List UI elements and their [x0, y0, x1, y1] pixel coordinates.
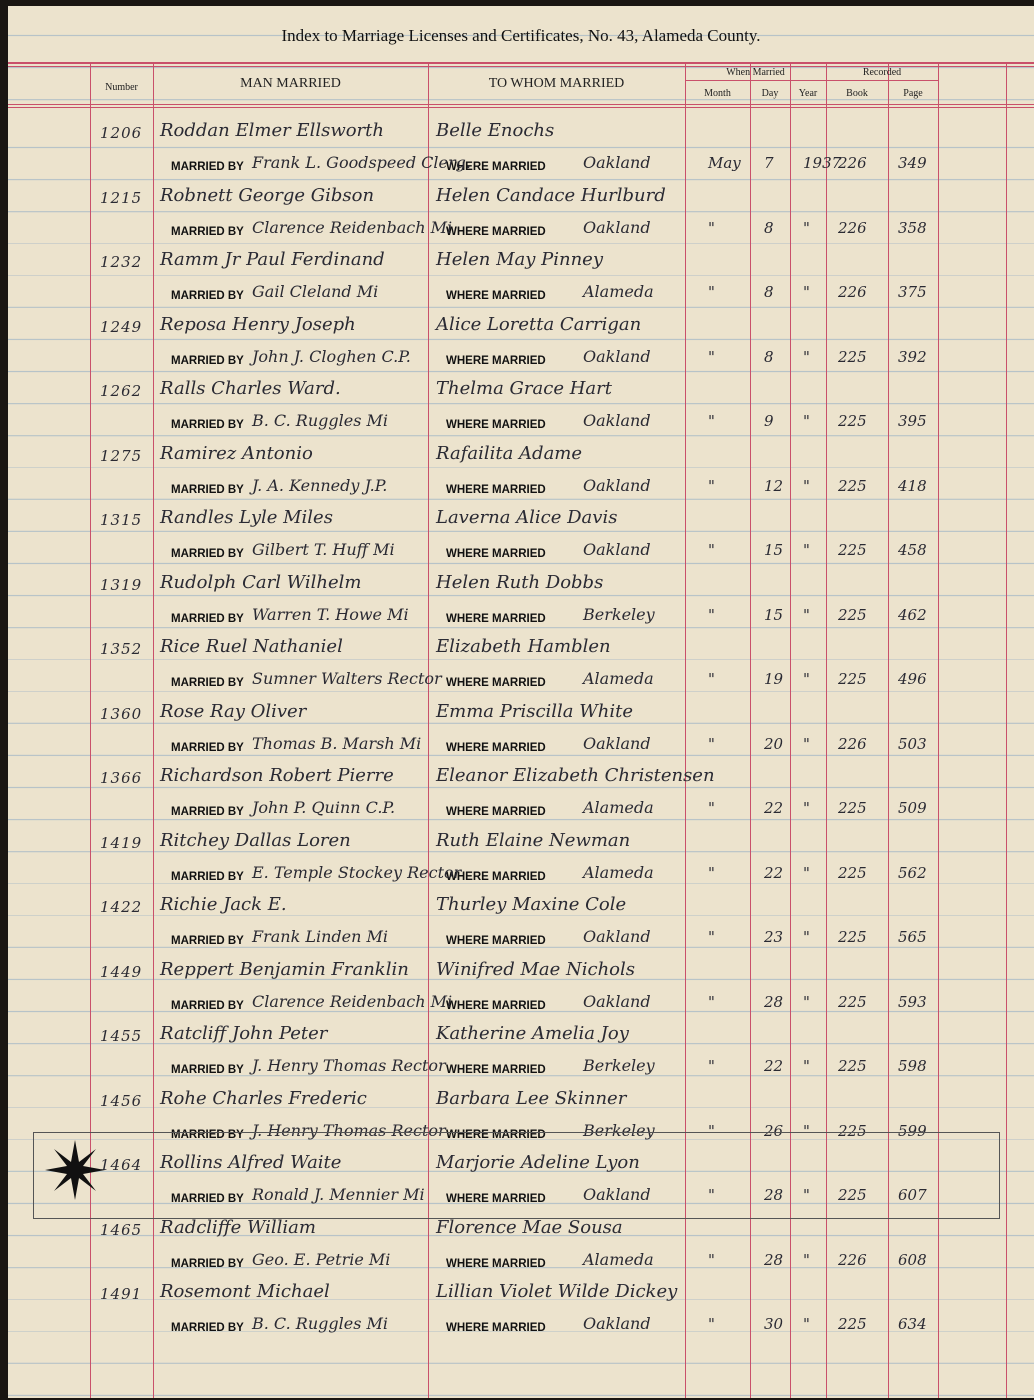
married-by-label: MARRIED BY — [171, 548, 244, 560]
entry-married-by: Gail Cleland Mi — [252, 282, 379, 301]
subheader-rule — [685, 80, 938, 81]
entry-day: 23 — [764, 928, 784, 946]
entry-where: Alameda — [583, 282, 654, 301]
entry-where: Oakland — [583, 540, 651, 559]
entry-book: 226 — [838, 734, 867, 753]
header-bottom-rule-thin — [8, 107, 1034, 108]
entry-month: " — [708, 1186, 715, 1204]
entry-married-by: E. Temple Stockey Rector — [252, 862, 462, 882]
where-married-label: WHERE MARRIED — [446, 354, 546, 367]
where-married-label: WHERE MARRIED — [446, 1193, 546, 1205]
married-by-label: MARRIED BY — [171, 354, 244, 367]
where-married-label: WHERE MARRIED — [446, 806, 546, 818]
entry-page: 598 — [898, 1057, 927, 1075]
entry-where: Alameda — [583, 862, 654, 882]
entry-wife: Helen Candace Hurlburd — [436, 184, 666, 206]
entry-day: 20 — [764, 734, 784, 753]
entry-where: Oakland — [583, 217, 651, 237]
entry-number: 1456 — [100, 1091, 143, 1110]
married-by-label: MARRIED BY — [171, 806, 244, 818]
entry-where: Alameda — [583, 669, 654, 688]
entry-book: 225 — [838, 992, 867, 1011]
highlight-box[interactable] — [33, 1132, 1000, 1219]
entry-where: Alameda — [583, 798, 654, 817]
entry-year: 1937 — [803, 154, 842, 172]
header-bottom-rule — [8, 104, 1034, 105]
entry-book: 225 — [838, 476, 867, 495]
entry-man: Rosemont Michael — [160, 1281, 330, 1302]
where-married-label: WHERE MARRIED — [446, 1257, 546, 1270]
where-married-label: WHERE MARRIED — [446, 1322, 546, 1334]
married-by-label: MARRIED BY — [171, 1257, 244, 1270]
col-rule-margin — [1006, 64, 1007, 1398]
entry-book: 225 — [838, 541, 867, 559]
entry-month: " — [708, 1250, 715, 1269]
married-by-label: MARRIED BY — [171, 1128, 244, 1141]
entry-year: " — [803, 992, 810, 1011]
entry-number: 1206 — [100, 124, 143, 142]
entry-married-by: Clarence Reidenbach Mi — [252, 217, 453, 237]
entry-day: 9 — [764, 412, 774, 430]
married-by-label: MARRIED BY — [171, 483, 244, 496]
entry-day: 22 — [764, 799, 784, 817]
entry-wife: Barbara Lee Skinner — [436, 1087, 627, 1109]
entry-married-by: J. A. Kennedy J.P. — [252, 475, 388, 495]
married-by-label: MARRIED BY — [171, 999, 244, 1012]
entry-day: 7 — [764, 154, 774, 172]
entry-wife: Marjorie Adeline Lyon — [436, 1152, 640, 1173]
where-married-label: WHERE MARRIED — [446, 935, 546, 947]
entry-day: 8 — [764, 218, 774, 237]
married-by-label: MARRIED BY — [171, 1064, 244, 1076]
entry-day: 15 — [764, 541, 784, 559]
entry-book: 225 — [838, 928, 867, 946]
entry-wife: Katherine Amelia Joy — [436, 1023, 629, 1044]
entry-year: " — [803, 283, 810, 301]
entry-page: 565 — [898, 928, 927, 946]
entry-page: 562 — [898, 863, 927, 882]
entry-wife: Ruth Elaine Newman — [436, 829, 631, 851]
entry-year: " — [803, 347, 810, 366]
entry-month: " — [708, 476, 715, 495]
entry-day: 22 — [764, 863, 784, 882]
entry-book: 226 — [838, 154, 867, 172]
entry-page: 358 — [898, 218, 927, 237]
married-by-label: MARRIED BY — [171, 741, 244, 754]
entry-man: Reposa Henry Joseph — [160, 313, 356, 335]
entry-where: Oakland — [583, 475, 651, 495]
entry-page: 607 — [898, 1186, 927, 1204]
entry-page: 599 — [898, 1121, 927, 1140]
entry-number: 1315 — [100, 511, 143, 529]
entry-book: 225 — [838, 863, 867, 882]
entry-man: Ratcliff John Peter — [160, 1023, 328, 1044]
entry-number: 1215 — [100, 188, 143, 207]
ledger-page — [8, 6, 1034, 1398]
entry-book: 226 — [838, 1250, 867, 1269]
entry-man: Ramm Jr Paul Ferdinand — [160, 249, 385, 270]
married-by-label: MARRIED BY — [171, 677, 244, 689]
entry-year: " — [803, 605, 810, 624]
entry-wife: Alice Loretta Carrigan — [436, 313, 642, 335]
entry-month: " — [708, 863, 715, 882]
entry-day: 28 — [764, 1186, 784, 1204]
header-page: Page — [903, 88, 923, 99]
married-by-label: MARRIED BY — [171, 225, 244, 238]
entry-day: 8 — [764, 347, 774, 366]
entry-wife: Florence Mae Sousa — [436, 1216, 623, 1238]
entry-page: 462 — [898, 605, 927, 624]
entry-page: 392 — [898, 347, 927, 366]
entry-day: 26 — [764, 1121, 784, 1140]
entry-married-by: J. Henry Thomas Rector — [252, 1056, 446, 1075]
entry-man: Richie Jack E. — [160, 894, 287, 915]
where-married-label: WHERE MARRIED — [446, 483, 546, 496]
entry-number: 1319 — [100, 575, 143, 594]
entry-where: Oakland — [583, 1185, 651, 1204]
entry-month: May — [708, 154, 741, 172]
entry-man: Rudolph Carl Wilhelm — [160, 571, 362, 593]
entry-month: " — [708, 992, 715, 1011]
entry-day: 30 — [764, 1315, 784, 1333]
entry-where: Oakland — [583, 346, 651, 366]
entry-wife: Laverna Alice Davis — [436, 507, 618, 528]
entry-man: Rohe Charles Frederic — [160, 1087, 367, 1109]
entry-married-by: B. C. Ruggles Mi — [252, 1314, 388, 1333]
entry-month: " — [708, 283, 715, 301]
where-married-label: WHERE MARRIED — [446, 999, 546, 1012]
entry-book: 225 — [838, 799, 867, 817]
entry-where: Alameda — [583, 1249, 654, 1269]
entry-year: " — [803, 1315, 810, 1333]
entry-number: 1232 — [100, 253, 143, 271]
entry-wife: Eleanor Elizabeth Christensen — [436, 765, 715, 786]
entry-man: Rose Ray Oliver — [160, 700, 307, 722]
entry-man: Rice Ruel Nathaniel — [160, 636, 343, 657]
entry-page: 418 — [898, 476, 927, 495]
header-to-whom-married: TO WHOM MARRIED — [488, 76, 625, 91]
entry-book: 225 — [838, 1186, 867, 1204]
entry-month: " — [708, 1057, 715, 1075]
entry-man: Reppert Benjamin Franklin — [160, 958, 409, 980]
entry-wife: Helen Ruth Dobbs — [436, 571, 604, 593]
entry-man: Ramirez Antonio — [160, 442, 313, 464]
married-by-label: MARRIED BY — [171, 870, 244, 883]
entry-number: 1262 — [100, 382, 143, 400]
entry-number: 1465 — [100, 1220, 143, 1239]
entry-where: Oakland — [583, 991, 651, 1011]
where-married-label: WHERE MARRIED — [446, 225, 546, 238]
entry-year: " — [803, 1186, 810, 1204]
entry-married-by: Frank L. Goodspeed Clerg. — [252, 153, 471, 172]
entry-number: 1275 — [100, 446, 143, 465]
entry-wife: Thelma Grace Hart — [436, 378, 612, 399]
entry-where: Oakland — [583, 733, 651, 753]
entry-married-by: John P. Quinn C.P. — [252, 798, 396, 817]
entry-number: 1464 — [100, 1156, 143, 1174]
entry-year: " — [803, 218, 810, 237]
entry-wife: Lillian Violet Wilde Dickey — [436, 1281, 678, 1302]
entry-where: Oakland — [583, 927, 651, 946]
header-man-married: MAN MARRIED — [240, 76, 341, 91]
entry-book: 225 — [838, 412, 867, 430]
entry-page: 349 — [898, 154, 927, 172]
entry-number: 1491 — [100, 1285, 143, 1303]
entry-month: " — [708, 347, 715, 366]
entry-married-by: Warren T. Howe Mi — [252, 604, 409, 624]
entry-married-by: John J. Cloghen C.P. — [252, 346, 411, 366]
entry-book: 225 — [838, 1057, 867, 1075]
entry-number: 1352 — [100, 640, 143, 658]
entry-book: 225 — [838, 605, 867, 624]
entry-year: " — [803, 1121, 810, 1140]
entry-year: " — [803, 670, 810, 688]
entry-man: Robnett George Gibson — [160, 184, 375, 206]
entry-day: 22 — [764, 1057, 784, 1075]
entry-month: " — [708, 218, 715, 237]
entry-day: 8 — [764, 283, 774, 301]
entry-where: Berkeley — [583, 1120, 655, 1140]
entry-month: " — [708, 412, 715, 430]
entry-day: 12 — [764, 476, 784, 495]
entry-month: " — [708, 605, 715, 624]
entry-number: 1360 — [100, 704, 143, 723]
entry-book: 225 — [838, 347, 867, 366]
entry-wife: Emma Priscilla White — [436, 700, 633, 722]
entry-book: 226 — [838, 218, 867, 237]
entry-married-by: Thomas B. Marsh Mi — [252, 733, 422, 753]
entry-number: 1366 — [100, 769, 143, 787]
entry-number: 1422 — [100, 898, 143, 916]
entry-month: " — [708, 734, 715, 753]
entry-wife: Thurley Maxine Cole — [436, 894, 627, 915]
entry-number: 1249 — [100, 317, 143, 336]
entry-day: 15 — [764, 605, 784, 624]
entry-year: " — [803, 541, 810, 559]
married-by-label: MARRIED BY — [171, 290, 244, 302]
entry-year: " — [803, 1250, 810, 1269]
entry-married-by: Clarence Reidenbach Mi — [252, 991, 453, 1011]
entry-year: " — [803, 928, 810, 946]
entry-year: " — [803, 476, 810, 495]
entry-wife: Belle Enochs — [436, 120, 555, 141]
page-title: Index to Marriage Licenses and Certificates, No. 43, Alameda County. — [281, 26, 761, 45]
entry-book: 225 — [838, 1121, 867, 1140]
entry-man: Roddan Elmer Ellsworth — [160, 120, 384, 141]
header-day: Day — [761, 88, 779, 99]
married-by-label: MARRIED BY — [171, 612, 244, 625]
where-married-label: WHERE MARRIED — [446, 161, 546, 173]
entry-day: 28 — [764, 992, 784, 1011]
entry-man: Radcliffe William — [160, 1216, 316, 1238]
entry-page: 395 — [898, 412, 927, 430]
entry-year: " — [803, 863, 810, 882]
entry-page: 496 — [898, 670, 927, 688]
header-year: Year — [798, 88, 818, 99]
entry-year: " — [803, 1057, 810, 1075]
entry-married-by: Gilbert T. Huff Mi — [252, 540, 395, 559]
entry-year: " — [803, 412, 810, 430]
entry-where: Oakland — [583, 1314, 651, 1333]
header-book: Book — [846, 88, 868, 99]
entry-where: Berkeley — [583, 604, 655, 624]
entry-number: 1455 — [100, 1027, 143, 1045]
entry-page: 608 — [898, 1250, 927, 1269]
top-red-rule — [8, 62, 1034, 64]
entry-married-by: Ronald J. Mennier Mi — [252, 1185, 425, 1204]
entry-wife: Winifred Mae Nichols — [436, 958, 636, 980]
entry-page: 593 — [898, 992, 927, 1011]
entry-where: Berkeley — [583, 1056, 655, 1075]
entry-man: Ritchey Dallas Loren — [160, 829, 351, 851]
entry-man: Ralls Charles Ward. — [160, 378, 341, 399]
where-married-label: WHERE MARRIED — [446, 677, 546, 689]
married-by-label: MARRIED BY — [171, 1193, 244, 1205]
entry-day: 28 — [764, 1250, 784, 1269]
entry-wife: Elizabeth Hamblen — [436, 636, 611, 657]
entry-man: Richardson Robert Pierre — [160, 765, 394, 786]
entry-page: 509 — [898, 799, 927, 817]
where-married-label: WHERE MARRIED — [446, 290, 546, 302]
entry-month: " — [708, 541, 715, 559]
where-married-label: WHERE MARRIED — [446, 548, 546, 560]
entry-married-by: Sumner Walters Rector — [252, 669, 442, 688]
where-married-label: WHERE MARRIED — [446, 741, 546, 754]
entry-wife: Rafailita Adame — [436, 442, 583, 464]
where-married-label: WHERE MARRIED — [446, 419, 546, 431]
married-by-label: MARRIED BY — [171, 1322, 244, 1334]
entry-month: " — [708, 1121, 715, 1140]
married-by-label: MARRIED BY — [171, 161, 244, 173]
entry-married-by: B. C. Ruggles Mi — [252, 411, 388, 430]
entry-month: " — [708, 670, 715, 688]
entry-where: Oakland — [583, 153, 651, 172]
entry-number: 1449 — [100, 962, 143, 981]
entry-married-by: Geo. E. Petrie Mi — [252, 1249, 391, 1269]
entry-month: " — [708, 799, 715, 817]
married-by-label: MARRIED BY — [171, 935, 244, 947]
entry-married-by: Frank Linden Mi — [252, 927, 389, 946]
entry-page: 375 — [898, 283, 927, 301]
entry-book: 225 — [838, 670, 867, 688]
where-married-label: WHERE MARRIED — [446, 612, 546, 625]
entry-day: 19 — [764, 670, 784, 688]
header-number: Number — [105, 82, 138, 93]
entry-man: Rollins Alfred Waite — [160, 1152, 342, 1173]
entry-page: 458 — [898, 541, 927, 559]
entry-married-by: J. Henry Thomas Rector — [252, 1120, 446, 1140]
entry-month: " — [708, 928, 715, 946]
eight-point-star-icon — [45, 1140, 105, 1200]
entry-book: 225 — [838, 1315, 867, 1333]
entry-page: 503 — [898, 734, 927, 753]
entry-wife: Helen May Pinney — [436, 249, 604, 270]
where-married-label: WHERE MARRIED — [446, 1128, 546, 1141]
where-married-label: WHERE MARRIED — [446, 1064, 546, 1076]
married-by-label: MARRIED BY — [171, 419, 244, 431]
entry-month: " — [708, 1315, 715, 1333]
entry-page: 634 — [898, 1315, 927, 1333]
entry-book: 226 — [838, 283, 867, 301]
entry-man: Randles Lyle Miles — [160, 507, 333, 528]
header-recorded: Recorded — [862, 67, 902, 78]
entry-year: " — [803, 799, 810, 817]
header-month: Month — [704, 88, 731, 99]
entry-number: 1419 — [100, 833, 143, 852]
entry-year: " — [803, 734, 810, 753]
header-when-married: When Married — [726, 67, 785, 78]
where-married-label: WHERE MARRIED — [446, 870, 546, 883]
entry-where: Oakland — [583, 411, 651, 430]
